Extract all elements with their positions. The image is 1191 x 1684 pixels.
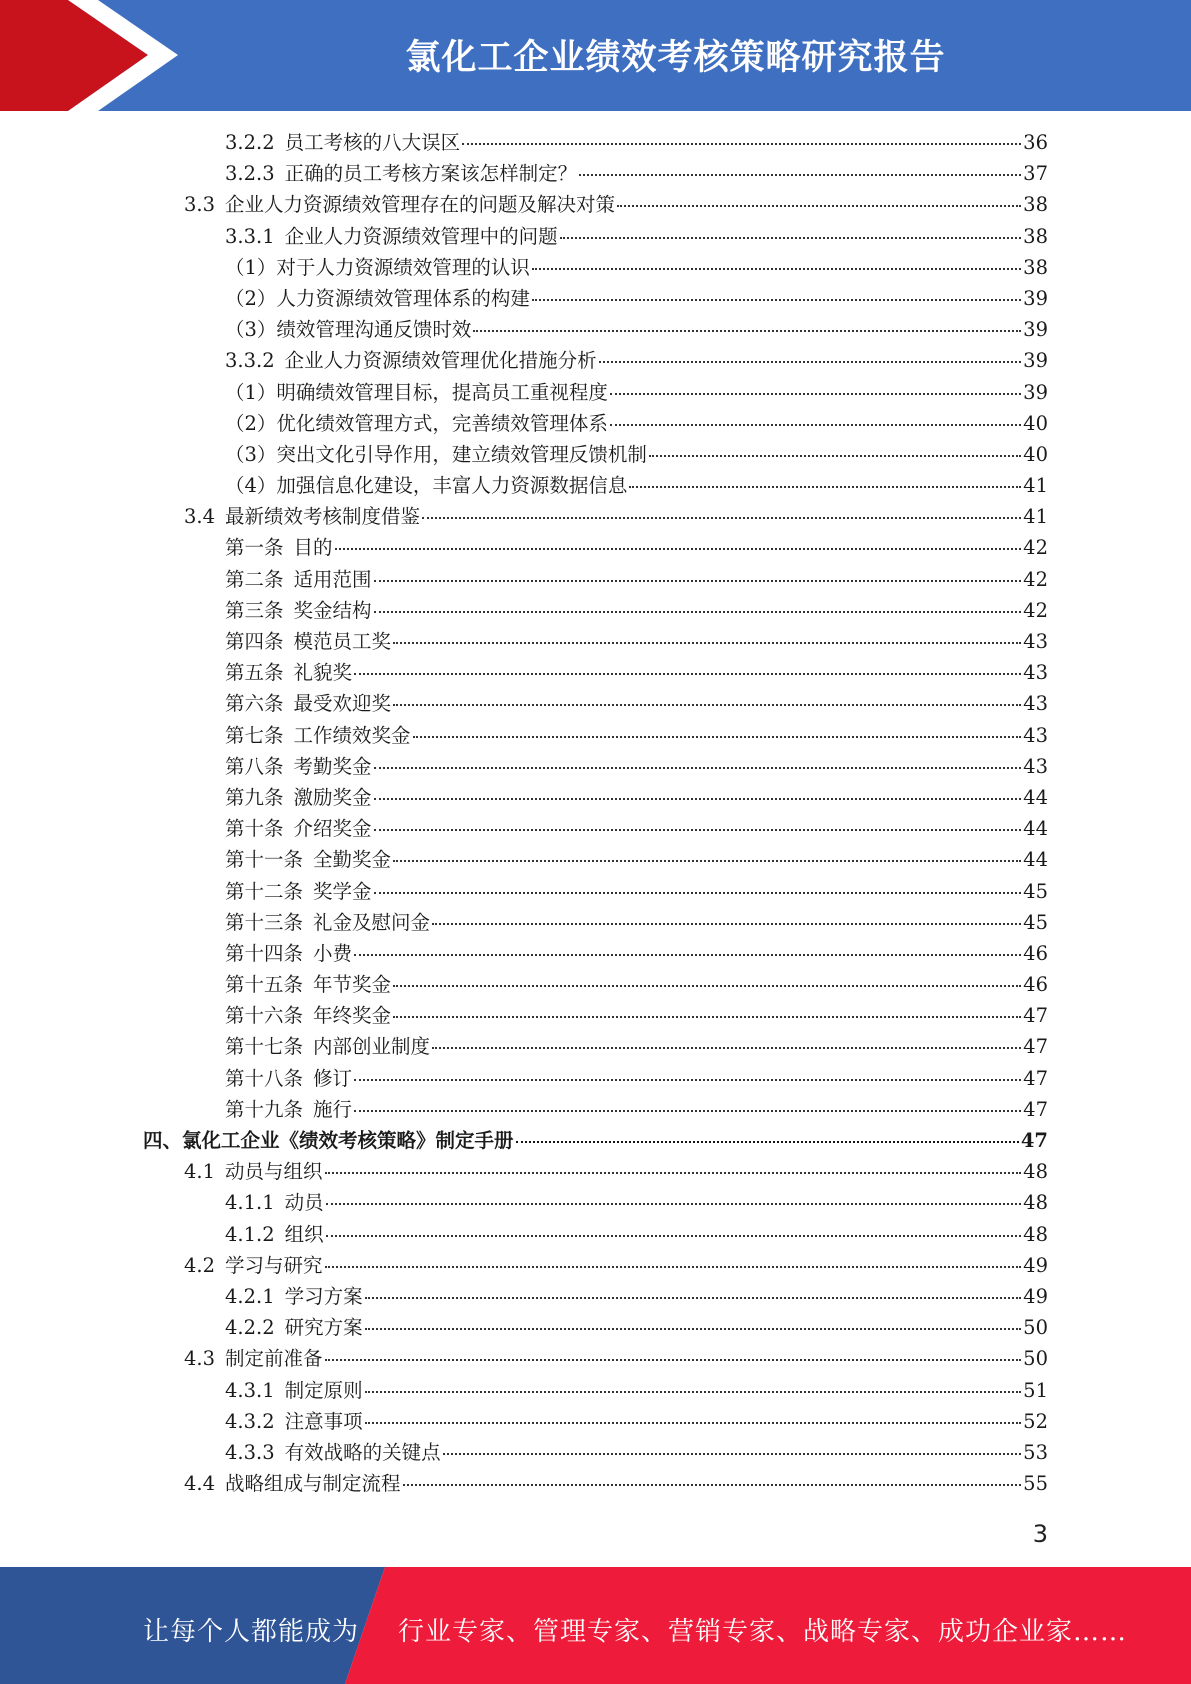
toc-leader-dots [354, 1110, 1021, 1112]
toc-entry-number: 4.2 [184, 1253, 216, 1277]
report-title: 氯化工企业绩效考核策略研究报告 [405, 38, 946, 78]
toc-entry-title: 修订 [313, 1066, 353, 1090]
toc-entry-title: 有效战略的关键点 [284, 1440, 441, 1464]
toc-entry-number: （1） [225, 380, 277, 404]
toc-entry[interactable] [0, 1406, 1191, 1437]
toc-entry-page: 48 [1023, 1222, 1048, 1246]
toc-leader-dots [443, 1453, 1022, 1455]
toc-entry[interactable] [0, 1219, 1191, 1250]
toc-entry-number: 3.3.2 [225, 349, 275, 373]
toc-entry[interactable] [0, 626, 1191, 657]
toc-entry-title: 研究方案 [284, 1316, 363, 1340]
toc-entry[interactable] [0, 720, 1191, 751]
toc-entry-page: 43 [1023, 692, 1048, 716]
toc-entry-title: 动员 [284, 1191, 324, 1215]
toc-entry-page: 44 [1023, 848, 1048, 872]
toc-entry[interactable] [0, 1250, 1191, 1281]
toc-leader-dots [579, 174, 1021, 176]
toc-entry-number: 3.4 [184, 505, 216, 529]
toc-entry-number: （1） [225, 255, 277, 279]
toc-entry-title: 礼金及慰问金 [313, 910, 431, 934]
toc-leader-dots [393, 704, 1021, 706]
toc-entry-title: 礼貌奖 [293, 661, 353, 685]
toc-entry-page: 43 [1023, 661, 1048, 685]
toc-leader-dots [462, 143, 1021, 145]
toc-entry-title: 施行 [313, 1097, 353, 1121]
toc-entry-number: 第六条 [225, 692, 284, 716]
toc-entry-number: 4.2.1 [225, 1284, 275, 1308]
toc-entry[interactable] [0, 1343, 1191, 1374]
toc-entry-page: 40 [1023, 411, 1048, 435]
toc-entry[interactable] [0, 1156, 1191, 1187]
toc-entry-title: 奖学金 [313, 879, 372, 903]
toc-entry[interactable] [0, 938, 1191, 969]
toc-entry-number: 第一条 [225, 536, 284, 560]
toc-entry-title: 注意事项 [284, 1409, 363, 1433]
toc-entry-page: 43 [1023, 723, 1048, 747]
toc-entry-number: 第五条 [225, 661, 284, 685]
toc-entry-title: 企业人力资源绩效管理存在的问题及解决对策 [225, 193, 616, 217]
toc-entry-title: 介绍奖金 [293, 817, 372, 841]
toc-leader-dots [610, 424, 1021, 426]
toc-entry-number: 第十五条 [225, 973, 304, 997]
toc-entry-title: 正确的员工考核方案该怎样制定？ [284, 162, 578, 186]
page-header [0, 0, 1191, 111]
toc-entry-page: 47 [1023, 1066, 1048, 1090]
toc-leader-dots [354, 673, 1021, 675]
toc-entry-page: 43 [1023, 754, 1048, 778]
toc-leader-dots [532, 268, 1021, 270]
toc-entry-number: 4.3.3 [225, 1440, 275, 1464]
toc-entry[interactable] [0, 844, 1191, 875]
toc-entry-number: 4.1.2 [225, 1222, 275, 1246]
toc-entry-number: 4.2.2 [225, 1316, 275, 1340]
toc-entry-title: 明确绩效管理目标，提高员工重视程度 [276, 380, 608, 404]
table-of-contents [0, 127, 1191, 1499]
toc-entry[interactable] [0, 158, 1191, 189]
toc-entry[interactable] [0, 782, 1191, 813]
toc-entry-page: 44 [1023, 785, 1048, 809]
toc-entry[interactable] [0, 1000, 1191, 1031]
toc-entry[interactable] [0, 1468, 1191, 1499]
toc-leader-dots [617, 205, 1021, 207]
toc-entry-page: 38 [1023, 224, 1048, 248]
toc-entry[interactable] [0, 1375, 1191, 1406]
toc-entry-title: 学习方案 [284, 1284, 363, 1308]
toc-entry-number: 第十六条 [225, 1004, 304, 1028]
toc-leader-dots [393, 642, 1021, 644]
toc-leader-dots [432, 923, 1021, 925]
toc-entry-page: 46 [1023, 941, 1048, 965]
toc-leader-dots [403, 1484, 1022, 1486]
toc-entry-title: 突出文化引导作用，建立绩效管理反馈机制 [276, 442, 647, 466]
toc-entry-page: 47 [1023, 1035, 1048, 1059]
toc-entry-title: 激励奖金 [293, 785, 372, 809]
toc-leader-dots [393, 985, 1021, 987]
toc-entry-title: 目的 [293, 536, 333, 560]
toc-entry-page: 39 [1023, 286, 1048, 310]
toc-entry[interactable] [0, 189, 1191, 220]
page-number: 3 [1032, 1520, 1048, 1548]
toc-entry[interactable] [0, 595, 1191, 626]
toc-entry-number: 4.1 [184, 1160, 216, 1184]
toc-entry-page: 47 [1023, 1004, 1048, 1028]
footer-slogan-right: 行业专家、管理专家、营销专家、战略专家、成功企业家…… [398, 1617, 1128, 1647]
toc-entry-title: 绩效管理沟通反馈时效 [276, 318, 472, 342]
toc-entry-title: 动员与组织 [225, 1160, 323, 1184]
toc-entry-title: 对于人力资源绩效管理的认识 [276, 255, 530, 279]
toc-leader-dots [365, 1297, 1022, 1299]
toc-leader-dots [432, 1047, 1021, 1049]
toc-entry-title: 员工考核的八大误区 [284, 131, 461, 154]
toc-entry-page: 48 [1023, 1160, 1048, 1184]
toc-entry-number: 4.1.1 [225, 1191, 275, 1215]
toc-entry-title: 最受欢迎奖 [293, 692, 392, 716]
toc-entry-page: 38 [1023, 255, 1048, 279]
toc-entry-number: （3） [225, 318, 277, 342]
toc-entry-title: 奖金结构 [293, 598, 372, 622]
toc-entry-title: 制定原则 [284, 1378, 363, 1402]
toc-entry-number: 4.4 [184, 1472, 216, 1496]
toc-entry-page: 47 [1023, 1097, 1048, 1121]
toc-entry[interactable] [0, 907, 1191, 938]
toc-entry[interactable] [0, 688, 1191, 719]
toc-entry-page: 42 [1023, 536, 1048, 560]
toc-entry-page: 43 [1023, 630, 1048, 653]
toc-entry-page: 39 [1023, 380, 1048, 404]
toc-leader-dots [374, 767, 1022, 769]
toc-entry-title: 战略组成与制定流程 [225, 1472, 401, 1496]
toc-leader-dots [374, 829, 1022, 831]
toc-entry-number: （4） [225, 474, 277, 498]
toc-leader-dots [374, 798, 1022, 800]
toc-entry-title: 最新绩效考核制度借鉴 [225, 505, 421, 529]
toc-entry-number: 3.3 [184, 193, 216, 217]
toc-entry-number: 第二条 [225, 567, 284, 591]
toc-entry[interactable] [0, 377, 1191, 408]
toc-leader-dots [365, 1422, 1022, 1424]
toc-entry[interactable] [0, 813, 1191, 844]
toc-entry-page: 45 [1023, 879, 1048, 903]
toc-leader-dots [649, 455, 1021, 457]
toc-entry-title: 模范员工奖 [293, 630, 392, 653]
toc-leader-dots [325, 1266, 1022, 1268]
toc-entry-title: 学习与研究 [225, 1253, 323, 1277]
toc-entry[interactable] [0, 969, 1191, 1000]
toc-entry-page: 50 [1023, 1316, 1048, 1340]
toc-entry-title: 氯化工企业《绩效考核策略》制定手册 [182, 1129, 514, 1152]
footer-slogan-left: 让每个人都能成为 [143, 1617, 360, 1647]
toc-entry-page: 55 [1023, 1472, 1048, 1496]
toc-entry-title: 内部创业制度 [313, 1035, 431, 1059]
toc-entry-number: 4.3 [184, 1347, 216, 1371]
toc-leader-dots [325, 1359, 1022, 1361]
toc-entry[interactable] [0, 532, 1191, 563]
toc-leader-dots [374, 580, 1022, 582]
toc-entry[interactable] [0, 470, 1191, 501]
toc-entry[interactable] [0, 439, 1191, 470]
toc-entry-page: 42 [1023, 567, 1048, 591]
toc-entry[interactable] [0, 1125, 1191, 1156]
toc-entry[interactable] [0, 1437, 1191, 1468]
toc-leader-dots [532, 299, 1021, 301]
toc-entry-page: 41 [1023, 505, 1048, 529]
toc-entry[interactable] [0, 876, 1191, 907]
toc-entry-number: （3） [225, 442, 277, 466]
toc-entry-number: 第三条 [225, 598, 284, 622]
toc-entry-title: 小费 [313, 941, 353, 965]
page-footer [0, 1567, 1191, 1684]
toc-entry-page: 52 [1023, 1409, 1048, 1433]
toc-entry-page: 41 [1023, 474, 1048, 498]
toc-entry[interactable] [0, 252, 1191, 283]
toc-entry-number: 第九条 [225, 785, 284, 809]
toc-entry[interactable] [0, 283, 1191, 314]
toc-entry-title: 企业人力资源绩效管理中的问题 [284, 224, 558, 248]
toc-entry-number: 第四条 [225, 630, 284, 653]
toc-entry-title: 加强信息化建设，丰富人力资源数据信息 [276, 474, 628, 498]
toc-entry-page: 45 [1023, 910, 1048, 934]
toc-entry-page: 49 [1023, 1253, 1048, 1277]
toc-entry-page: 48 [1023, 1191, 1048, 1215]
toc-entry[interactable] [0, 314, 1191, 345]
toc-entry-page: 44 [1023, 817, 1048, 841]
toc-entry-number: 第十三条 [225, 910, 304, 934]
toc-entry[interactable] [0, 751, 1191, 782]
toc-leader-dots [393, 860, 1021, 862]
toc-entry-number: 第八条 [225, 754, 284, 778]
toc-leader-dots [516, 1141, 1019, 1143]
toc-entry-page: 47 [1020, 1129, 1048, 1152]
toc-entry-title: 考勤奖金 [293, 754, 372, 778]
toc-entry-page: 53 [1023, 1440, 1048, 1464]
toc-entry[interactable] [0, 1187, 1191, 1218]
toc-leader-dots [354, 1079, 1021, 1081]
toc-leader-dots [422, 517, 1021, 519]
toc-entry[interactable] [0, 564, 1191, 595]
toc-entry-page: 50 [1023, 1347, 1048, 1371]
toc-entry-title: 制定前准备 [225, 1347, 323, 1371]
toc-entry-page: 49 [1023, 1284, 1048, 1308]
toc-entry-number: 4.3.1 [225, 1378, 275, 1402]
toc-entry-title: 工作绩效奖金 [293, 723, 411, 747]
toc-leader-dots [354, 954, 1021, 956]
toc-entry[interactable] [0, 1031, 1191, 1062]
toc-leader-dots [326, 1235, 1022, 1237]
toc-entry-page: 39 [1023, 318, 1048, 342]
toc-leader-dots [325, 1172, 1022, 1174]
toc-entry-number: 3.3.1 [225, 224, 275, 248]
toc-entry-page: 46 [1023, 973, 1048, 997]
toc-leader-dots [560, 237, 1022, 239]
toc-entry-page: 40 [1023, 442, 1048, 466]
toc-entry[interactable] [0, 1094, 1191, 1125]
toc-leader-dots [473, 330, 1021, 332]
toc-entry-number: 第七条 [225, 723, 284, 747]
toc-entry[interactable] [0, 1281, 1191, 1312]
toc-entry-title: 人力资源绩效管理体系的构建 [276, 286, 530, 310]
toc-entry-number: 四、 [143, 1129, 183, 1152]
toc-leader-dots [374, 611, 1022, 613]
toc-leader-dots [413, 736, 1022, 738]
toc-entry-title: 优化绩效管理方式，完善绩效管理体系 [276, 411, 608, 435]
toc-entry-page: 39 [1023, 349, 1048, 373]
toc-leader-dots [326, 1203, 1022, 1205]
toc-entry-number: 第十一条 [225, 848, 304, 872]
toc-entry-page: 42 [1023, 598, 1048, 622]
toc-entry-title: 适用范围 [293, 567, 372, 591]
toc-entry[interactable] [0, 657, 1191, 688]
toc-entry-number: 第十九条 [225, 1097, 304, 1121]
toc-entry-number: 第十二条 [225, 879, 304, 903]
toc-entry[interactable] [0, 127, 1191, 158]
toc-entry-page: 51 [1023, 1378, 1048, 1402]
toc-entry-title: 年节奖金 [313, 973, 392, 997]
toc-entry-number: （2） [225, 411, 277, 435]
toc-leader-dots [365, 1391, 1022, 1393]
toc-entry-number: 第十四条 [225, 941, 304, 965]
toc-leader-dots [610, 393, 1021, 395]
toc-entry-page: 38 [1023, 193, 1048, 217]
toc-entry-number: 4.3.2 [225, 1409, 275, 1433]
toc-entry-title: 全勤奖金 [313, 848, 392, 872]
toc-leader-dots [393, 1016, 1021, 1018]
toc-leader-dots [599, 361, 1022, 363]
toc-entry[interactable] [0, 1063, 1191, 1094]
toc-entry[interactable] [0, 345, 1191, 376]
toc-entry-number: 第十条 [225, 817, 284, 841]
toc-entry-title: 年终奖金 [313, 1004, 392, 1028]
toc-entry[interactable] [0, 1312, 1191, 1343]
toc-entry-number: 3.2.3 [225, 162, 275, 186]
toc-entry-page: 36 [1023, 131, 1048, 154]
toc-entry-number: 第十八条 [225, 1066, 304, 1090]
toc-entry-number: 第十七条 [225, 1035, 304, 1059]
toc-leader-dots [335, 548, 1022, 550]
toc-entry[interactable] [0, 408, 1191, 439]
toc-leader-dots [365, 1328, 1022, 1330]
toc-leader-dots [629, 486, 1021, 488]
toc-entry[interactable] [0, 221, 1191, 252]
toc-entry[interactable] [0, 501, 1191, 532]
toc-leader-dots [374, 892, 1022, 894]
toc-entry-number: 3.2.2 [225, 131, 275, 154]
toc-entry-page: 37 [1023, 162, 1048, 186]
toc-entry-title: 企业人力资源绩效管理优化措施分析 [284, 349, 597, 373]
toc-entry-title: 组织 [284, 1222, 324, 1246]
toc-entry-number: （2） [225, 286, 277, 310]
